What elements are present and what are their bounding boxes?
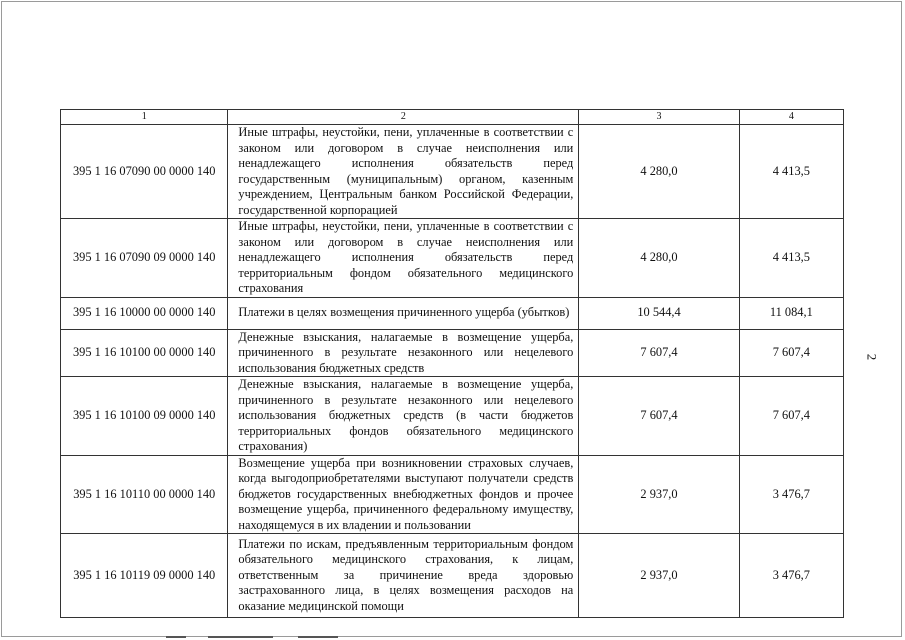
budget-code: 395 1 16 10100 00 0000 140: [61, 329, 228, 377]
value-col-4: 7 607,4: [739, 377, 843, 456]
value-col-4: 3 476,7: [739, 455, 843, 534]
value-col-3: 2 937,0: [579, 455, 739, 534]
header-col-4: 4: [739, 110, 843, 125]
income-name: Платежи по искам, предъявленным территориальным фондом обязательного медицинского страхования, к лицам, ответственным за причинение вреда здоровью застрахованного лица, в целях возмещения расходов на оказание медицинской помощи: [228, 534, 579, 618]
income-name: Платежи в целях возмещения причиненного ущерба (убытков): [228, 297, 579, 329]
value-col-4: 3 476,7: [739, 534, 843, 618]
income-name: Денежные взыскания, налагаемые в возмещение ущерба, причиненного в результате незаконного или нецелевого использования бюджетных средств: [228, 329, 579, 377]
scan-artifact: [166, 636, 186, 638]
page-number: 2: [864, 353, 880, 361]
income-name: Денежные взыскания, налагаемые в возмещение ущерба, причиненного в результате незаконного или нецелевого использования бюджетных средств (в части бюджетов территориальных фондов обязательного медицинского страхования): [228, 377, 579, 456]
table-row: [61, 534, 844, 618]
table-row: [61, 219, 844, 298]
table-row: [61, 125, 844, 219]
budget-code: 395 1 16 07090 00 0000 140: [61, 125, 228, 219]
value-col-4: 4 413,5: [739, 219, 843, 298]
value-col-4: 4 413,5: [739, 125, 843, 219]
income-name: Иные штрафы, неустойки, пени, уплаченные в соответствии с законом или договором в случае неисполнения или ненадлежащего исполнения обязательств перед государственным (муниципальным) органом, казенным учреждением, Центральным банком Российской Федерации, государственной корпорацией: [228, 125, 579, 219]
scan-artifact: [208, 636, 273, 638]
header-col-3: 3: [579, 110, 739, 125]
value-col-3: 7 607,4: [579, 377, 739, 456]
value-col-3: 2 937,0: [579, 534, 739, 618]
table-header-row: [61, 110, 844, 125]
value-col-4: 11 084,1: [739, 297, 843, 329]
revenue-table: [60, 109, 844, 618]
budget-code: 395 1 16 10000 00 0000 140: [61, 297, 228, 329]
table-row: [61, 377, 844, 456]
value-col-3: 4 280,0: [579, 125, 739, 219]
table-row: [61, 455, 844, 534]
budget-code: 395 1 16 10119 09 0000 140: [61, 534, 228, 618]
value-col-4: 7 607,4: [739, 329, 843, 377]
table-row: [61, 329, 844, 377]
budget-code: 395 1 16 10110 00 0000 140: [61, 455, 228, 534]
table-row: [61, 297, 844, 329]
budget-code: 395 1 16 10100 09 0000 140: [61, 377, 228, 456]
value-col-3: 10 544,4: [579, 297, 739, 329]
budget-code: 395 1 16 07090 09 0000 140: [61, 219, 228, 298]
header-col-2: 2: [228, 110, 579, 125]
income-name: Иные штрафы, неустойки, пени, уплаченные в соответствии с законом или договором в случае неисполнения или ненадлежащего исполнения обязательств перед территориальным фондом обязательного медицинского страхования: [228, 219, 579, 298]
value-col-3: 7 607,4: [579, 329, 739, 377]
header-col-1: 1: [61, 110, 228, 125]
value-col-3: 4 280,0: [579, 219, 739, 298]
scan-artifact: [298, 636, 338, 638]
income-name: Возмещение ущерба при возникновении страховых случаев, когда выгодоприобретателями выступают получатели средств бюджетов государственных внебюджетных фондов и прочее возмещение ущерба, причиненного федеральному имуществу, находящемуся в их владении и пользовании: [228, 455, 579, 534]
